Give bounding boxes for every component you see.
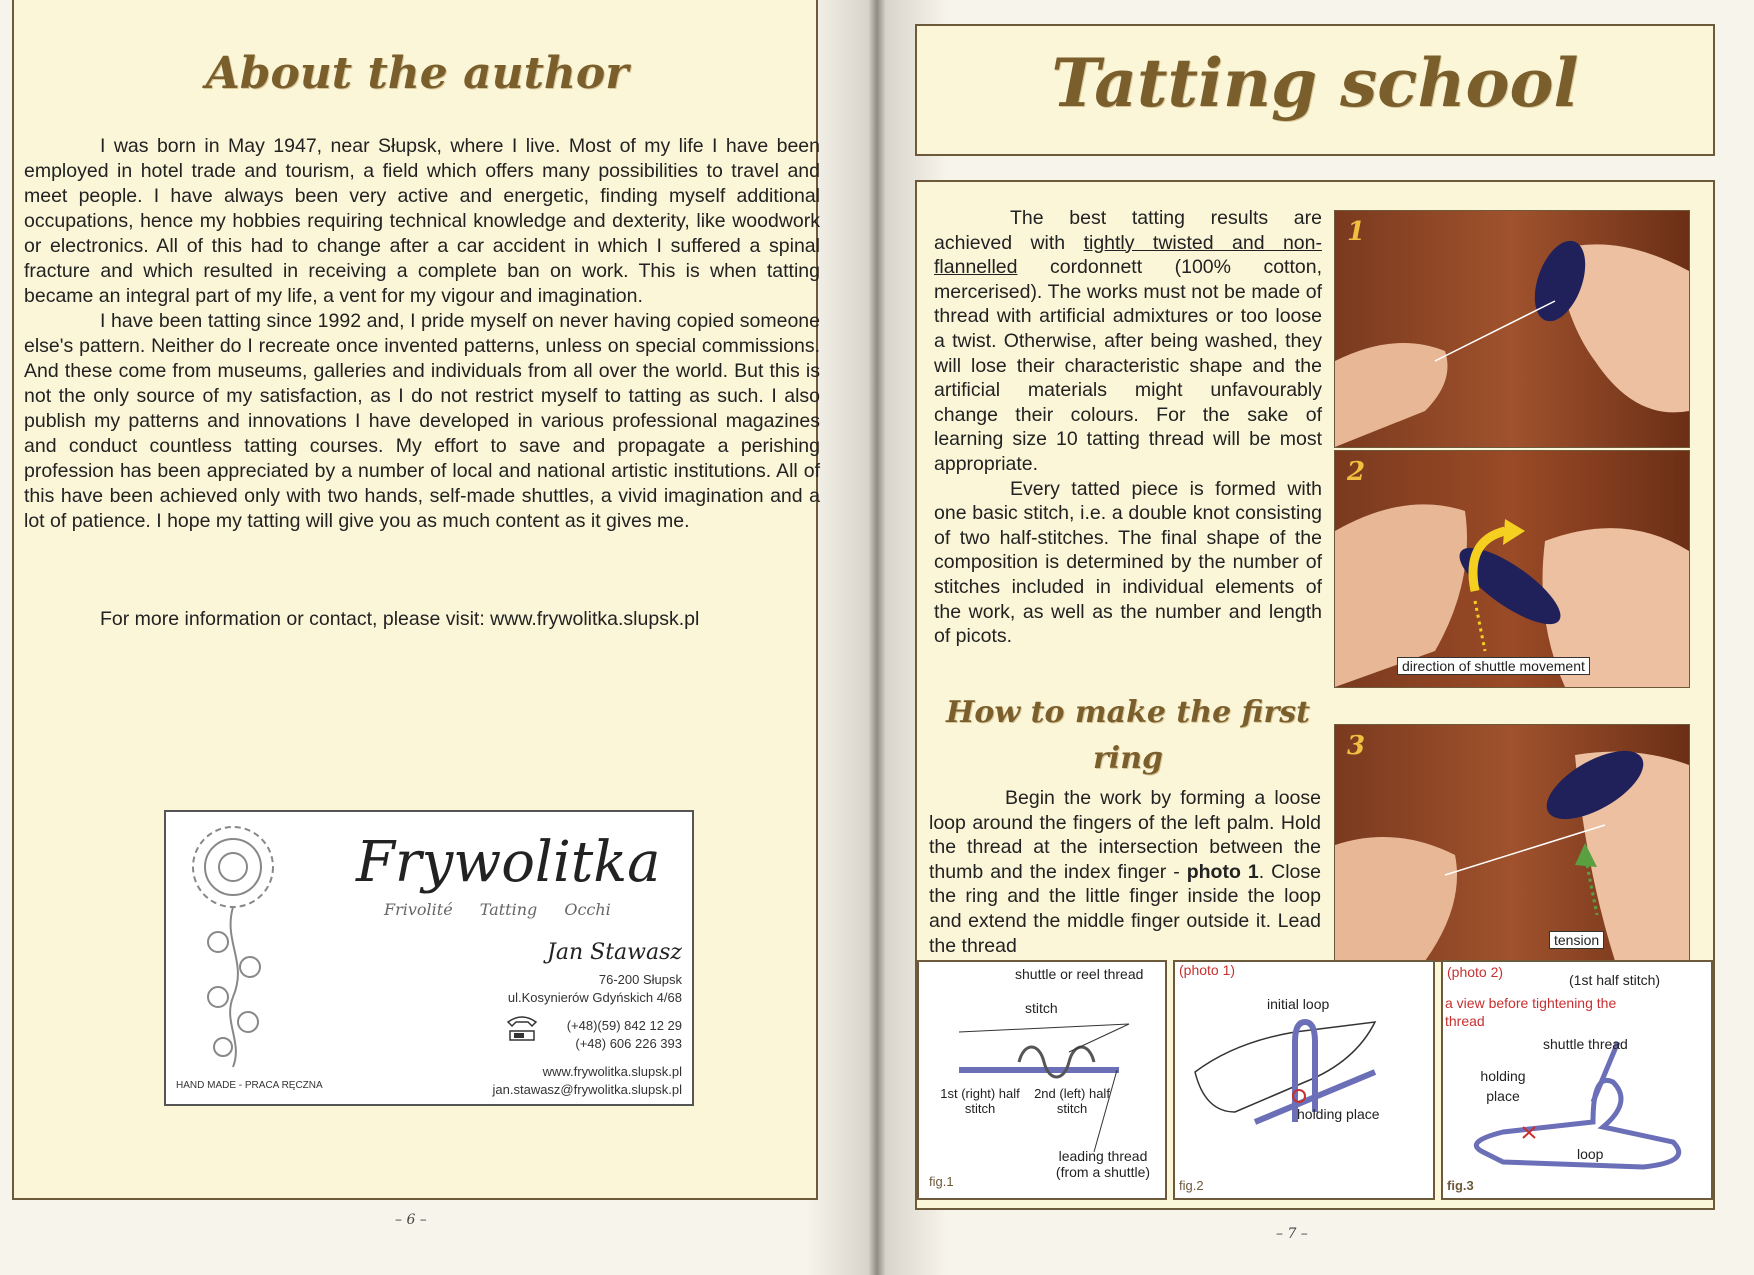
intro-pre: The best tatting results are achieved with (934, 207, 1322, 254)
fig-3-label: fig.3 (1447, 1178, 1474, 1193)
business-card (164, 810, 694, 1106)
photo-2 (1334, 450, 1690, 688)
card-phone-1: (+48)(59) 842 12 29 (566, 1018, 682, 1033)
photo-2-image (1335, 451, 1689, 687)
fig-1-leading: leading thread (from a shuttle) (1055, 1148, 1151, 1180)
howto-post: . Close the ring and the little finger inside the loop and extend the middle finger outside it. Lead the thread (929, 860, 1321, 957)
card-phone-2: (+48) 606 226 393 (575, 1036, 682, 1051)
tatting-title: Tatting school (1051, 44, 1579, 122)
card-web: www.frywolitka.slupsk.pl (542, 1064, 682, 1079)
photo-2-caption: direction of shuttle movement (1397, 657, 1590, 675)
photo-1-number: 1 (1347, 217, 1366, 247)
intro-post: cordonnett (100% cotton, mercerised). The works must not be made of thread with artificial admixtures or too loose a twist. Otherwise, after being washed, they will lose their characteristic shape and the artificial materials might unfavourably change their colours. For the sake of learning size 10 tatting thread will be most appropriate. (934, 256, 1322, 475)
about-paragraph-1: I was born in May 1947, near Słupsk, where I live. Most of my life I have been employed in hotel trade and tourism, a field which offers many possibilities to travel and meet people. I have always been very active and energetic, finding myself additional occupations, hence my hobbies requiring technical knowledge and dexterity, like woodwork or electronics. All of this had to change after a car accident in which I suffered a spinal fracture and which resulted in receiving a complete ban on work. This is when tatting became an integral part of my life, a vent for my vigour and imagination. (24, 135, 820, 307)
fig-2-holding-place: holding place (1297, 1106, 1380, 1122)
phone-icon (504, 1012, 540, 1042)
photo-3 (1334, 724, 1690, 962)
page-number-right: – 7 – (1276, 1226, 1308, 1242)
fig-1-shuttle: shuttle or reel thread (1015, 966, 1144, 982)
contact-line: For more information or contact, please visit: www.frywolitka.slupsk.pl (100, 608, 700, 630)
card-handmade: HAND MADE - PRACA RĘCZNA (176, 1080, 323, 1091)
fig-2 (1173, 960, 1435, 1200)
photo-3-number: 3 (1347, 731, 1366, 761)
howto-photo-ref: photo 1 (1186, 860, 1259, 883)
fig-2-label: fig.2 (1179, 1178, 1204, 1193)
card-name: Jan Stawasz (547, 940, 682, 965)
card-brand: Frywolitka (356, 830, 661, 895)
fig-3-photo-ref: (photo 2) (1447, 964, 1504, 980)
figures-row (917, 960, 1713, 1208)
howto-title: How to make the first ring (946, 695, 1310, 776)
card-street: ul.Kosynierów Gdyńskich 4/68 (507, 990, 682, 1005)
fig-3-loop: loop (1577, 1146, 1604, 1162)
fig-3 (1441, 960, 1713, 1200)
photo-1 (1334, 210, 1690, 448)
fig-2-photo-ref: (photo 1) (1179, 962, 1236, 978)
card-tagline: Frivolité Tatting Occhi (384, 900, 611, 919)
howto-paragraph (929, 786, 1321, 958)
page-number-left: – 6 – (395, 1212, 427, 1228)
fig-1 (917, 960, 1167, 1200)
howto-body (929, 786, 1321, 958)
tatting-title-box (915, 24, 1715, 156)
intro-paragraph (934, 206, 1322, 477)
intro-underlined: tightly twisted and non-flannelled (934, 231, 1322, 279)
fig-3-holding-place: holding place (1480, 1068, 1526, 1104)
about-body (24, 134, 820, 534)
tatting-intro (934, 206, 1322, 649)
fig-1-second-half: 2nd (left) half stitch (1034, 1086, 1110, 1116)
fig-1-stitch: stitch (1025, 1000, 1058, 1016)
fig-1-label: fig.1 (929, 1174, 954, 1189)
card-postal: 76-200 Słupsk (598, 972, 682, 987)
stitch-paragraph: Every tatted piece is formed with one basic stitch, i.e. a double knot consisting of two half-stitches. The final shape of the composition is determined by the number of stitches included in individual elements of the work, as well as the number and length of picots. (934, 477, 1322, 648)
photo-2-number: 2 (1347, 457, 1366, 487)
fig-1-first-half: 1st (right) half stitch (940, 1086, 1020, 1116)
fig-3-view-note: a view before tightening the thread (1445, 995, 1617, 1029)
howto-pre: Begin the work by forming a loose loop around the fingers of the left palm. Hold the thread at the intersection between the thumb and the index finger - (929, 787, 1321, 883)
fig-2-initial-loop: initial loop (1267, 996, 1330, 1012)
about-panel (12, 0, 818, 1200)
tatting-panel (915, 180, 1715, 1210)
lace-flower-icon (178, 822, 288, 1072)
photo-3-image (1335, 725, 1689, 961)
photo-1-image (1335, 211, 1689, 447)
about-title: About the author (205, 48, 629, 99)
fig-3-shuttle-thread: shuttle thread (1543, 1036, 1628, 1052)
fig-3-first-half: (1st half stitch) (1569, 972, 1661, 988)
about-paragraph-2: I have been tatting since 1992 and, I pride myself on never having copied someone else's pattern. Neither do I recreate once invented patterns, unless on special commissions. And these come from museums, galleries and individuals from all over the world. But this is not the only source of my satisfaction, as I do not restrict myself to tatting as such. I also publish my patterns and innovations I have developed in various professional magazines and conduct countless tatting courses. My effort to save and propagate a perishing profession has been appreciated by a number of local and national artistic institutions. All of this have been achieved only with two hands, self-made shuttles, a vivid imagination and a lot of patience. I hope my tatting will give you as much content as it gives me. (24, 310, 820, 532)
photo-3-caption: tension (1549, 931, 1604, 949)
card-email: jan.stawasz@frywolitka.slupsk.pl (492, 1082, 682, 1097)
